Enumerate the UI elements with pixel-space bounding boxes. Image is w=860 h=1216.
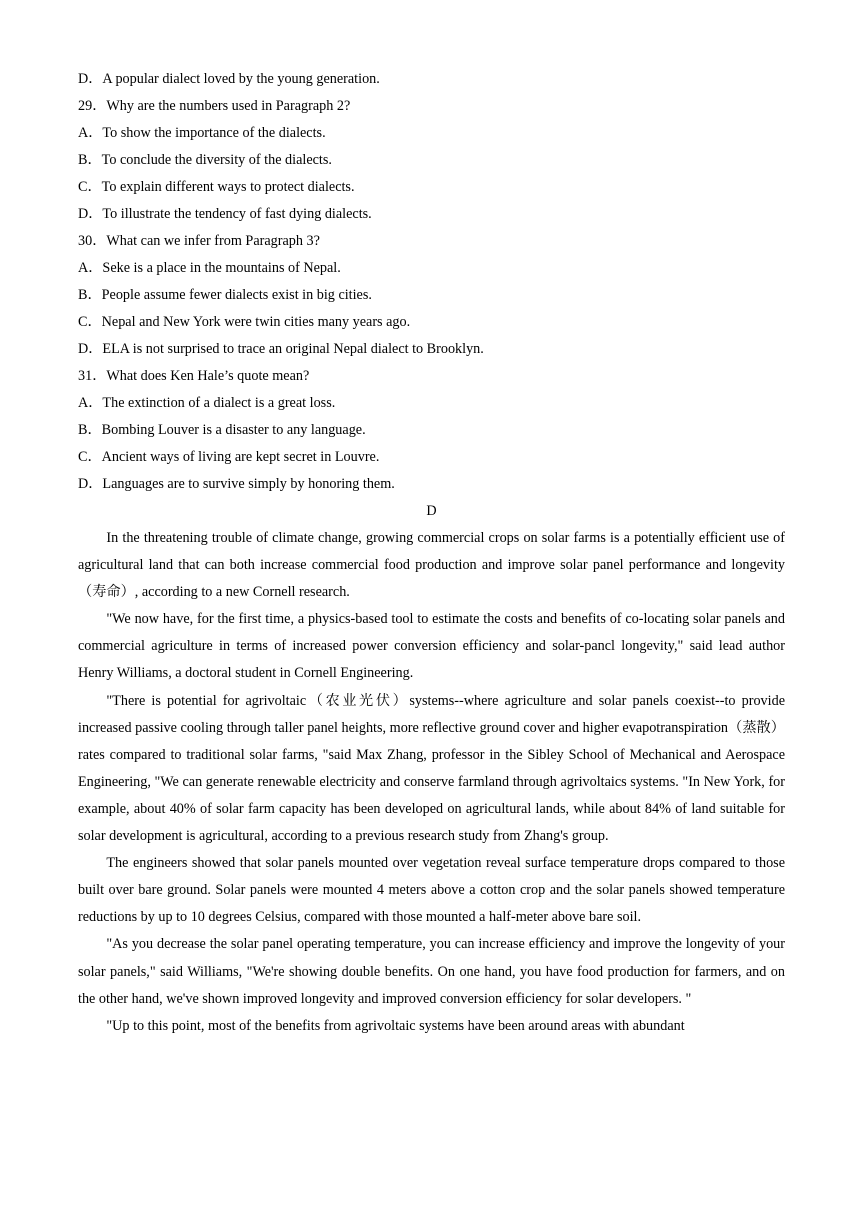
- option-31-b: B．Bombing Louver is a disaster to any language.: [78, 422, 366, 438]
- question-31: 31．What does Ken Hale’s quote mean?: [78, 368, 310, 384]
- passage-paragraph: In the threatening trouble of climate change, growing commercial crops on solar farms is a potentially efficient use of agricultural land that can both increase commercial food production and improve solar panel performance and longevity（寿命）, according to a new Cornell research.: [78, 530, 785, 601]
- option-30-c: C．Nepal and New York were twin cities many years ago.: [78, 314, 411, 330]
- option-31-a: A．The extinction of a dialect is a great loss.: [78, 395, 336, 411]
- option-29-a: A．To show the importance of the dialects.: [78, 125, 326, 141]
- option-30-b: B．People assume fewer dialects exist in big cities.: [78, 287, 372, 303]
- section-heading: D: [426, 503, 437, 519]
- question-30: 30．What can we infer from Paragraph 3?: [78, 233, 320, 249]
- option-29-c: C．To explain different ways to protect dialects.: [78, 179, 355, 195]
- option-29-b: B．To conclude the diversity of the dialects.: [78, 152, 332, 168]
- option-29-d: D．To illustrate the tendency of fast dying dialects.: [78, 206, 372, 222]
- option-30-d: D．ELA is not surprised to trace an original Nepal dialect to Brooklyn.: [78, 341, 484, 357]
- document-page: [78, 66, 785, 1040]
- option-31-c: C．Ancient ways of living are kept secret in Louvre.: [78, 449, 380, 465]
- option-30-a: A．Seke is a place in the mountains of Nepal.: [78, 260, 341, 276]
- option-31-d: D．Languages are to survive simply by honoring them.: [78, 476, 395, 492]
- option-28-d: D．A popular dialect loved by the young generation.: [78, 71, 380, 87]
- passage-paragraph: "We now have, for the first time, a physics-based tool to estimate the costs and benefits of co-locating solar panels and commercial agriculture in terms of increased power conversion efficiency and solar-pancl longevity," said lead author Henry Williams, a doctoral student in Cornell Engineering.: [78, 611, 785, 682]
- passage-paragraph: "There is potential for agrivoltaic（农业光伏）systems--where agriculture and solar panels coexist--to provide increased passive cooling through taller panel heights, more reflective ground cover and higher evapotranspiration（蒸散）rates compared to traditional solar farms, "said Max Zhang, professor in the Sibley School of Mechanical and Aerospace Engineering, "We can generate renewable electricity and conserve farmland through agrivoltaics systems. "In New York, for example, about 40% of solar farm capacity has been developed on agricultural lands, while about 84% of land suitable for solar development is agricultural, according to a previous research study from Zhang's group.: [78, 692, 785, 845]
- passage-paragraph: "As you decrease the solar panel operating temperature, you can increase efficiency and improve the longevity of your solar panels," said Williams, "We're showing double benefits. On one hand, you have food production for farmers, and on the other hand, we've shown improved longevity and improved conversion efficiency for solar developers. ": [78, 936, 785, 1007]
- passage-paragraph: "Up to this point, most of the benefits from agrivoltaic systems have been around areas with abundant: [106, 1017, 685, 1034]
- passage-paragraph: The engineers showed that solar panels mounted over vegetation reveal surface temperature drops compared to those built over bare ground. Solar panels were mounted 4 meters above a cotton crop and the solar panels showed temperature reductions by up to 10 degrees Celsius, compared with those mounted a half-meter above bare soil.: [78, 855, 785, 926]
- question-29: 29．Why are the numbers used in Paragraph 2?: [78, 98, 351, 114]
